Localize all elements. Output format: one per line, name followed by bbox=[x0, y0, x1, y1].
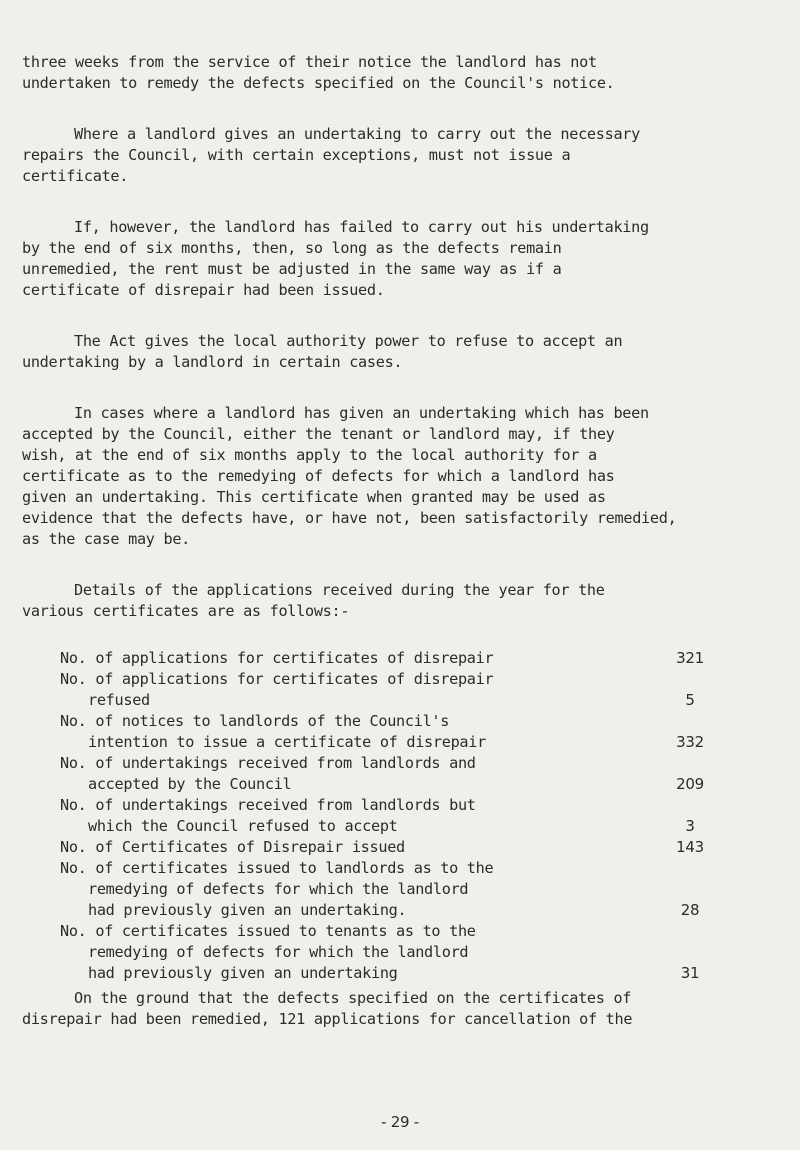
paragraph-refusal-power: The Act gives the local authority power to refuse to accept an undertaking by a landlord in certain cases. bbox=[22, 332, 623, 371]
row-label: No. of certificates issued to tenants as to the remedying of defects for which the landlord had previously given an undertaking bbox=[60, 922, 476, 982]
row-label: No. of Certificates of Disrepair issued bbox=[60, 838, 405, 856]
paragraph-continuation: three weeks from the service of their notice the landlord has not undertaken to remedy the defects specified on the Council's notice. bbox=[22, 53, 615, 92]
table-row bbox=[60, 669, 750, 711]
table-row bbox=[60, 648, 750, 669]
paragraph-closing: On the ground that the defects specified on the certificates of disrepair had been remedied, 121 applications for cancellation of the bbox=[22, 989, 633, 1028]
row-value: 5 bbox=[685, 691, 695, 709]
statistics-table bbox=[60, 648, 750, 984]
table-row bbox=[60, 753, 750, 795]
row-value: 28 bbox=[680, 901, 700, 919]
row-value: 332 bbox=[676, 733, 704, 751]
row-value: 31 bbox=[680, 964, 700, 982]
row-label: No. of applications for certificates of disrepair refused bbox=[60, 670, 494, 709]
table-row bbox=[60, 837, 750, 858]
table-row bbox=[60, 858, 750, 921]
paragraph-certificate-application: In cases where a landlord has given an undertaking which has been accepted by the Council, either the tenant or landlord may, if they wish, at the end of six months apply to the local authority for a certificate as to the remedying of defects for which a landlord has given an undertaking. This certificate when granted may be used as evidence that the defects have, or have not, been satisfactorily remedied, as the case may be. bbox=[22, 404, 677, 548]
row-label: No. of notices to landlords of the Council's intention to issue a certificate of disrepair bbox=[60, 712, 486, 751]
row-value: 143 bbox=[676, 838, 704, 856]
table-row bbox=[60, 795, 750, 837]
row-label: No. of certificates issued to landlords as to the remedying of defects for which the landlord had previously given an undertaking. bbox=[60, 859, 494, 919]
paragraph-failure: If, however, the landlord has failed to carry out his undertaking by the end of six months, then, so long as the defects remain unremedied, the rent must be adjusted in the same way as if a certificate of disrepair had been issued. bbox=[22, 218, 649, 299]
table-row bbox=[60, 921, 750, 984]
row-value: 3 bbox=[685, 817, 695, 835]
page-number: - 29 - bbox=[381, 1113, 419, 1131]
row-label: No. of undertakings received from landlords but which the Council refused to accept bbox=[60, 796, 476, 835]
row-label: No. of applications for certificates of disrepair bbox=[60, 649, 494, 667]
row-value: 321 bbox=[676, 649, 704, 667]
row-label: No. of undertakings received from landlords and accepted by the Council bbox=[60, 754, 476, 793]
row-value: 209 bbox=[676, 775, 704, 793]
paragraph-details-intro: Details of the applications received during the year for the various certificates are as follows:- bbox=[22, 581, 605, 620]
paragraph-undertaking: Where a landlord gives an undertaking to carry out the necessary repairs the Council, with certain exceptions, must not issue a certificate. bbox=[22, 125, 640, 185]
table-row bbox=[60, 711, 750, 753]
